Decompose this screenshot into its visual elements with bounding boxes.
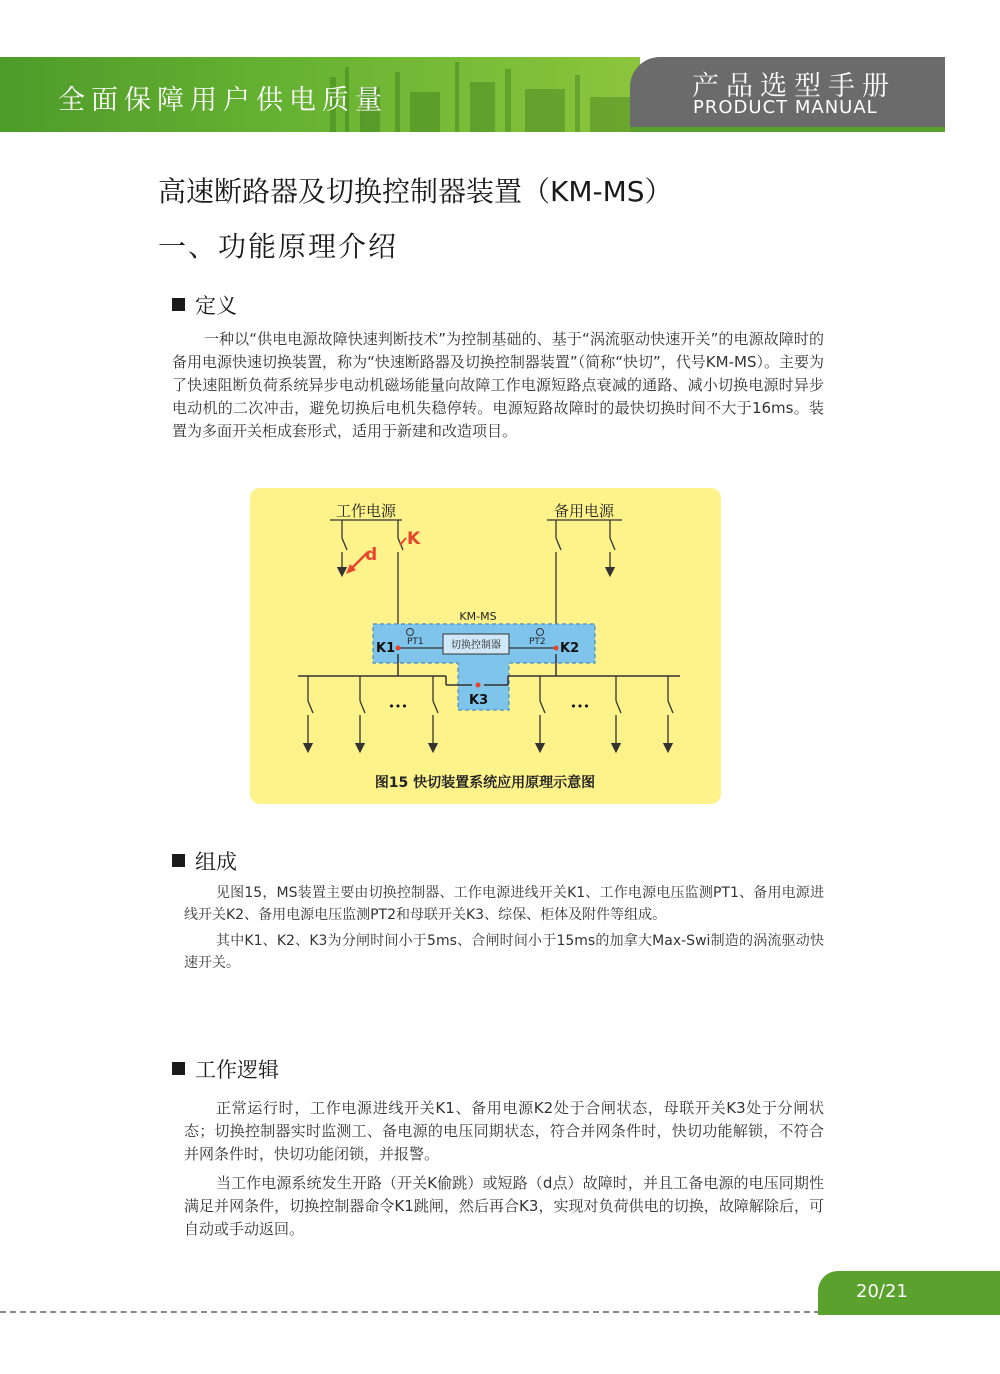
backup-main-line (556, 520, 561, 630)
feeder-ellipsis-right: ••• (570, 700, 590, 713)
k3-label: K3 (469, 693, 489, 708)
page-number: 20/21 (856, 1281, 908, 1302)
bullet-square-icon (172, 854, 185, 867)
k3-switch-icon (476, 683, 481, 688)
logic-para-2: 当工作电源系统发生开路（开关K偷跳）或短路（d点）故障时，并且工备电源的电压同期性满足并网条件，切换控制器命令K1跳闸，然后再合K3，实现对负荷供电的切换，故障解除后，可自动或手动返回。 (184, 1174, 824, 1238)
backup-feeder-branch (610, 520, 615, 572)
definition-heading (172, 290, 237, 320)
composition-para-2: 其中K1、K2、K3为分闸时间小于5ms、合闸时间小于15ms的加拿大Max-Swi制造的涡流驱动快速开关。 (184, 933, 824, 971)
logic-heading (172, 1054, 279, 1084)
quick-switch-diagram (250, 488, 721, 804)
page-number-tab (818, 1271, 1000, 1315)
header-divider (630, 127, 945, 132)
composition-heading-text: 组成 (195, 850, 237, 874)
definition-heading-text: 定义 (195, 294, 237, 318)
page-title: 高速断路器及切换控制器装置（KM-MS） (158, 175, 673, 208)
feeder-ellipsis-left: ••• (388, 700, 408, 713)
bullet-square-icon (172, 1062, 185, 1075)
k1-switch-icon (396, 646, 401, 651)
switch-k-marker-icon (400, 538, 406, 545)
diagram-panel (250, 488, 721, 804)
bullet-square-icon (172, 298, 185, 311)
composition-para-1: 见图15，MS装置主要由切换控制器、工作电源进线开关K1、工作电源电压监测PT1、备用电源进线开关K2、备用电源电压监测PT2和母联开关K3、综保、柜体及附件等组成。 (184, 885, 824, 923)
composition-heading (172, 846, 237, 876)
fault-point-d-label: d (365, 545, 378, 565)
km-ms-label: KM-MS (459, 610, 497, 623)
logic-heading-text: 工作逻辑 (195, 1058, 279, 1082)
pt2-label: PT2 (529, 637, 546, 647)
k1-label: K1 (376, 641, 396, 656)
k2-switch-icon (554, 646, 559, 651)
working-source-label: 工作电源 (335, 502, 397, 520)
logic-para-1: 正常运行时，工作电源进线开关K1、备用电源K2处于合闸状态，母联开关K3处于分闸状态；切换控制器实时监测工、备电源的电压同期状态，符合并网条件时，快切功能解锁，不符合并网条件时，快切功能闭锁，并报警。 (184, 1099, 824, 1163)
k2-label: K2 (560, 641, 580, 656)
backup-source-label: 备用电源 (553, 502, 615, 520)
manual-title-en: PRODUCT MANUAL (693, 97, 878, 118)
section-title: 一、功能原理介绍 (158, 230, 399, 263)
figure-caption: 图15 快切装置系统应用原理示意图 (374, 775, 596, 791)
header-slogan: 全面保障用户供电质量 (58, 85, 388, 116)
definition-text: 一种以“供电电源故障快速判断技术”为控制基础的、基于“涡流驱动快速开关”的电源故障时的备用电源快速切换装置，称为“快速断路器及切换控制器装置”（简称“快切”，代号KM-MS）。主要为了快速阻断负荷系统异步电动机磁场能量向故障工作电源短路点衰减的通路、减小切换电源时异步电动机的二次冲击，避免切换后电机失稳停转。电源短路故障时的最快切换时间不大于16ms。装置为多面开关柜成套形式，适用于新建和改造项目。 (172, 330, 824, 440)
switch-k-label: K (407, 529, 421, 549)
pt1-label: PT1 (407, 637, 424, 647)
working-main-line (398, 520, 403, 630)
switch-controller-label: 切换控制器 (451, 640, 501, 651)
manual-title-cn: 产品选型手册 (692, 71, 896, 102)
working-feeder-branch (342, 520, 347, 572)
footer-divider (0, 1311, 820, 1313)
